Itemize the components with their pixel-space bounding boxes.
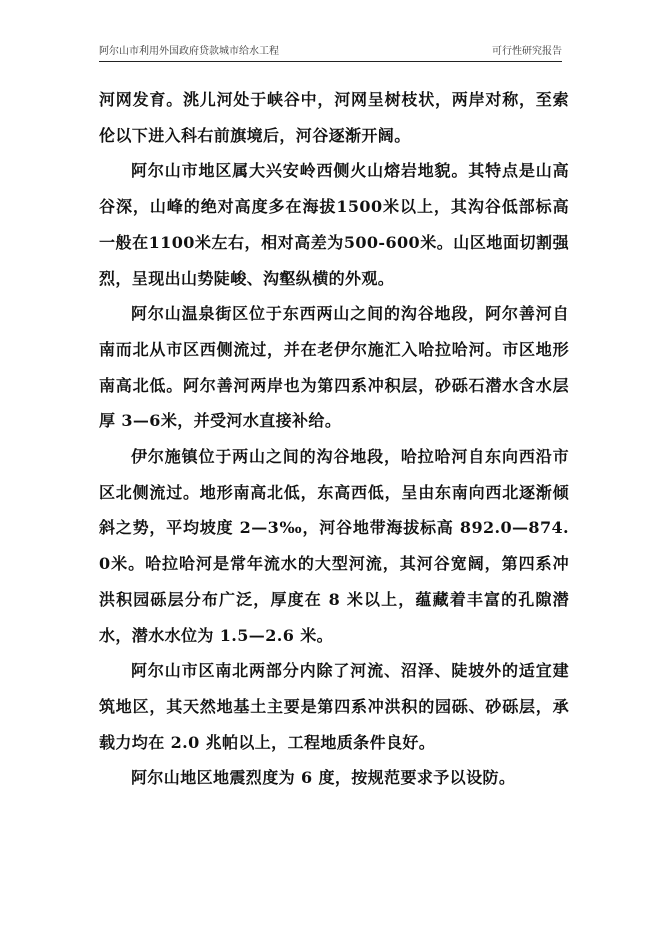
header-report-type: 可行性研究报告 xyxy=(492,46,562,57)
paragraph-hot-spring-district: 阿尔山温泉街区位于东西两山之间的沟谷地段，阿尔善河自南而北从市区西侧流过，并在老伊尔施汇入哈拉哈河。市区地形南高北低。阿尔善河两岸也为第四系冲积层，砂砾石潜水含水层厚 3—6米，并受河水直接补给。 xyxy=(99,304,569,431)
paragraph-landform: 阿尔山市地区属大兴安岭西侧火山熔岩地貌。其特点是山高谷深，山峰的绝对高度多在海拔1500米以上，其沟谷低部标高一般在1100米左右，相对高差为500-600米。山区地面切割强烈，呈现出山势陡峻、沟壑纵横的外观。 xyxy=(99,161,569,288)
page-header xyxy=(99,44,562,62)
paragraph-river-network: 河网发育。洮儿河处于峡谷中，河网呈树枝状，两岸对称，至索伦以下进入科右前旗境后，河谷逐渐开阔。 xyxy=(99,90,569,145)
paragraph-foundation-soil: 阿尔山市区南北两部分内除了河流、沼泽、陡坡外的适宜建筑地区，其天然地基土主要是第四系冲洪积的园砾、砂砾层，承载力均在 2.0 兆帕以上，工程地质条件良好。 xyxy=(99,661,569,752)
document-body xyxy=(99,82,569,796)
paragraph-seismic-intensity: 阿尔山地区地震烈度为 6 度，按规范要求予以设防。 xyxy=(131,768,516,788)
header-document-title: 阿尔山市利用外国政府贷款城市给水工程 xyxy=(99,46,279,57)
paragraph-yiershi-town: 伊尔施镇位于两山之间的沟谷地段，哈拉哈河自东向西沿市区北侧流过。地形南高北低，东高西低，呈由东南向西北逐渐倾斜之势，平均坡度 2—3‰，河谷地带海拔标高 892.0—874.0米。哈拉哈河是常年流水的大型河流，其河谷宽阔，第四系冲洪积园砾层分布广泛，厚度在 8 米以上，蕴藏着丰富的孔隙潜水，潜水水位为 1.5—2.6 米。 xyxy=(99,447,569,645)
